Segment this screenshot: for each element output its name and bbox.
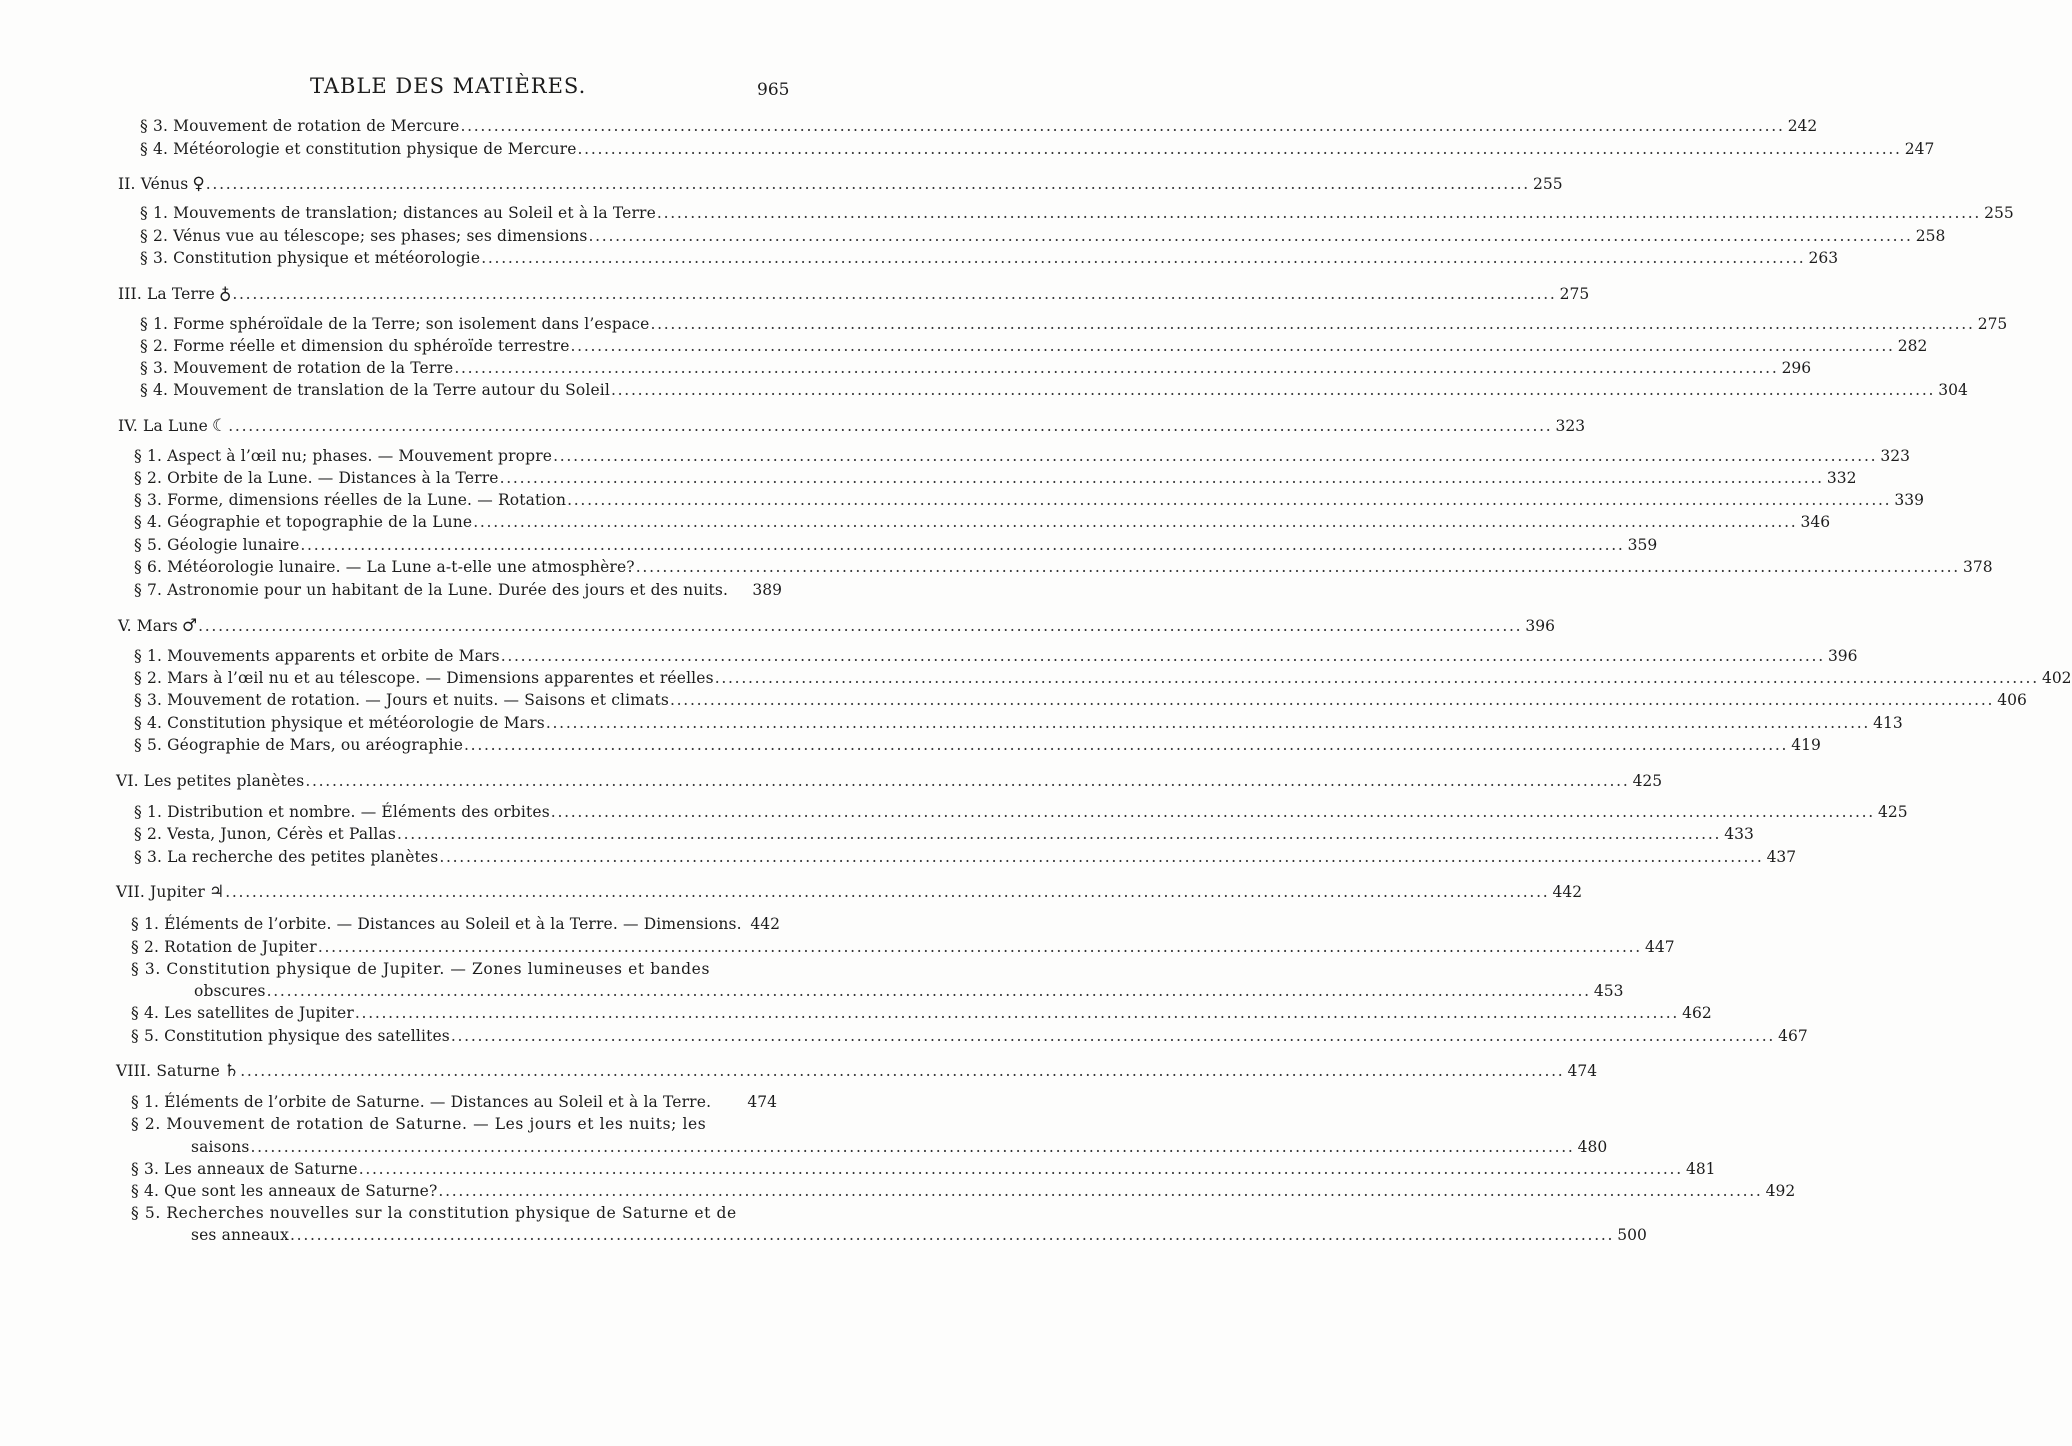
toc-section-entry [140,380,1968,400]
toc-section-entry [134,468,1857,488]
dot-leader [454,358,1775,378]
entry-page-number: 419 [1791,736,1821,754]
entry-title: § 3. La recherche des petites planètes [134,848,439,866]
dot-leader [355,1003,1676,1023]
dot-leader [611,380,1932,400]
toc-section-entry [134,824,1754,844]
entry-page-number: 433 [1724,825,1754,843]
dot-leader [571,336,1892,356]
dot-leader [267,981,1588,1001]
toc-section-entry [140,203,2014,223]
dot-leader [439,847,1760,867]
entry-title: § 2. Forme réelle et dimension du sphéroïde terrestre [140,337,570,355]
entry-page-number: 296 [1781,359,1812,377]
toc-section-entry [131,1203,775,1223]
entry-page-number: 453 [1593,982,1624,1000]
toc-section-entry [134,490,1924,510]
entry-page-number: 255 [1533,175,1563,193]
toc-chapter-entry [118,174,1563,194]
dot-leader [438,1181,1759,1201]
toc-chapter-entry [116,771,1663,791]
entry-title: II. Vénus [118,175,189,193]
entry-page-number: 275 [1559,285,1590,303]
entry-page-number: 474 [1567,1062,1598,1080]
dot-leader [460,116,1781,136]
toc-section-entry [134,512,1831,532]
entry-title: § 5. Recherches nouvelles sur la constitution physique de Saturne et de [131,1204,737,1222]
entry-page-number: 447 [1645,938,1675,956]
dot-leader [397,824,1718,844]
toc-section-entry [134,580,782,600]
entry-title: § 3. Forme, dimensions réelles de la Lune. — Rotation [134,491,567,509]
toc-section-entry [131,1181,1796,1201]
dot-leader [670,690,1991,710]
dot-leader [657,203,1978,223]
entry-title: saisons [191,1138,250,1156]
toc-chapter-entry [116,1061,1598,1081]
toc-section-entry [140,358,1812,378]
entry-title: III. La Terre [118,285,215,303]
dot-leader [578,139,1899,159]
dot-leader [359,1159,1680,1179]
toc-section-entry [191,1225,1647,1245]
entry-title: § 3. Constitution physique de Jupiter. — Zones lumineuses et bandes [131,960,711,978]
dot-leader [250,1137,1571,1157]
entry-title: § 1. Éléments de l’orbite de Saturne. — Distances au Soleil et à la Terre. [131,1093,712,1111]
entry-title: IV. La Lune [118,417,209,435]
dot-leader [240,1061,1561,1081]
page-number: 965 [757,80,790,100]
entry-title: § 5. Géographie de Mars, ou aréographie [134,736,464,754]
entry-title: § 3. Mouvement de rotation de Mercure [140,117,460,135]
entry-page-number: 467 [1778,1027,1808,1045]
toc-section-entry [134,847,1797,867]
entry-title: § 2. Orbite de la Lune. — Distances à la Terre [134,469,499,487]
entry-page-number: 389 [752,581,782,599]
entry-page-number: 413 [1873,714,1903,732]
entry-page-number: 258 [1915,227,1946,245]
entry-title: § 5. Géologie lunaire [134,536,300,554]
dot-leader [206,174,1527,194]
dot-leader [318,937,1639,957]
toc-section-entry [131,1026,1808,1046]
toc-section-entry [134,735,1821,755]
entry-page-number: 442 [1552,883,1583,901]
entry-title: § 2. Rotation de Jupiter [131,938,317,956]
dot-leader [551,802,1872,822]
dot-leader [588,226,1909,246]
entry-title: § 4. Que sont les anneaux de Saturne? [131,1182,438,1200]
entry-page-number: 481 [1685,1160,1716,1178]
dot-leader [501,646,1822,666]
entry-page-number: 396 [1827,647,1858,665]
entry-title: § 1. Mouvements apparents et orbite de Mars [134,647,500,665]
dot-leader [500,468,1821,488]
entry-title: § 2. Mars à l’œil nu et au télescope. — Dimensions apparentes et réelles [134,669,714,687]
entry-page-number: 359 [1627,536,1658,554]
entry-page-number: 247 [1904,140,1935,158]
dot-leader [546,713,1867,733]
planet-symbol-icon: ♁ [218,284,232,304]
entry-page-number: 474 [747,1093,777,1111]
toc-chapter-entry [116,882,1583,902]
entry-title: § 3. Constitution physique et météorologie [140,249,481,267]
entry-title: § 2. Mouvement de rotation de Saturne. — Les jours et les nuits; les [131,1115,707,1133]
entry-page-number: 396 [1525,617,1555,635]
dot-leader [300,535,1621,555]
entry-title: § 1. Distribution et nombre. — Éléments des orbites [134,803,550,821]
entry-title: VIII. Saturne [116,1062,221,1080]
entry-title: § 4. Géographie et topographie de la Lune [134,513,473,531]
entry-title: § 2. Vénus vue au télescope; ses phases; ses dimensions [140,227,588,245]
entry-title: § 4. Les satellites de Jupiter [131,1004,354,1022]
dot-leader [305,771,1626,791]
toc-section-entry [134,668,2072,688]
entry-title: V. Mars [118,617,178,635]
entry-page-number: 304 [1938,381,1968,399]
dot-leader [636,557,1957,577]
planet-symbol-icon: ♂ [181,616,198,636]
toc-section-entry [131,914,780,934]
entry-title: ses anneaux [191,1226,290,1244]
entry-page-number: 425 [1878,803,1908,821]
entry-title: § 1. Mouvements de translation; distances au Soleil et à la Terre [140,204,656,222]
dot-leader [553,446,1874,466]
toc-section-entry [134,557,1993,577]
entry-title: obscures [194,982,266,1000]
toc-chapter-entry [118,284,1590,304]
dot-leader [473,512,1794,532]
entry-page-number: 346 [1800,513,1831,531]
dot-leader [225,882,1546,902]
toc-section-entry [131,959,780,979]
dot-leader [650,314,1971,334]
toc-section-entry [140,226,1946,246]
dot-leader [198,616,1519,636]
entry-page-number: 378 [1963,558,1993,576]
dot-leader [290,1225,1611,1245]
entry-page-number: 255 [1984,204,2014,222]
toc-section-entry [140,336,1928,356]
entry-page-number: 500 [1617,1226,1647,1244]
entry-page-number: 402 [2041,669,2072,687]
dot-leader [481,248,1802,268]
entry-page-number: 406 [1997,691,2027,709]
dot-leader [228,416,1549,436]
dot-leader [567,490,1888,510]
entry-page-number: 332 [1826,469,1857,487]
entry-title: § 1. Aspect à l’œil nu; phases. — Mouvement propre [134,447,553,465]
toc-section-entry [134,446,1910,466]
entry-title: § 1. Éléments de l’orbite. — Distances au Soleil et à la Terre. — Dimensions. [131,915,742,933]
entry-title: § 5. Constitution physique des satellites [131,1027,450,1045]
toc-section-entry [134,646,1858,666]
toc-section-entry [134,690,2027,710]
planet-symbol-icon: ♀ [192,174,205,194]
planet-symbol-icon: ♄ [224,1061,240,1081]
entry-title: § 1. Forme sphéroïdale de la Terre; son isolement dans l’espace [140,315,650,333]
planet-symbol-icon: ♃ [208,882,225,902]
entry-title: § 3. Les anneaux de Saturne [131,1160,358,1178]
page-title: TABLE DES MATIÈRES. [310,74,587,98]
entry-page-number: 323 [1880,447,1910,465]
toc-section-entry [194,981,1624,1001]
dot-leader [451,1026,1772,1046]
entry-page-number: 282 [1897,337,1928,355]
entry-page-number: 339 [1894,491,1924,509]
entry-page-number: 437 [1766,848,1797,866]
entry-page-number: 263 [1808,249,1839,267]
dot-leader [715,668,2036,688]
entry-title: § 3. Mouvement de rotation. — Jours et nuits. — Saisons et climats [134,691,669,709]
entry-page-number: 323 [1555,417,1586,435]
entry-page-number: 242 [1787,117,1818,135]
entry-title: § 2. Vesta, Junon, Cérès et Pallas [134,825,396,843]
toc-section-entry [140,116,1818,136]
entry-title: § 4. Constitution physique et météorologie de Mars [134,714,545,732]
toc-section-entry [140,248,1839,268]
toc-section-entry [140,314,2008,334]
toc-section-entry [131,937,1675,957]
entry-title: § 4. Météorologie et constitution physique de Mercure [140,140,577,158]
entry-page-number: 492 [1765,1182,1796,1200]
toc-section-entry [131,1003,1712,1023]
toc-section-entry [131,1092,777,1112]
entry-title: VII. Jupiter [116,883,205,901]
entry-title: § 4. Mouvement de translation de la Terre autour du Soleil [140,381,610,399]
entry-page-number: 275 [1977,315,2008,333]
entry-page-number: 480 [1577,1138,1608,1156]
planet-symbol-icon: ☾ [212,416,228,436]
dot-leader [232,284,1553,304]
entry-page-number: 462 [1682,1004,1712,1022]
dot-leader [464,735,1785,755]
entry-page-number: 442 [750,915,780,933]
toc-section-entry [131,1159,1716,1179]
entry-title: § 3. Mouvement de rotation de la Terre [140,359,454,377]
entry-title: VI. Les petites planètes [116,772,305,790]
entry-title: § 7. Astronomie pour un habitant de la Lune. Durée des jours et des nuits. [134,581,729,599]
toc-section-entry [191,1137,1608,1157]
toc-section-entry [134,713,1903,733]
entry-title: § 6. Météorologie lunaire. — La Lune a-t-elle une atmosphère? [134,558,635,576]
toc-chapter-entry [118,616,1555,636]
toc-section-entry [131,1114,776,1134]
toc-section-entry [134,802,1908,822]
toc-section-entry [140,139,1935,159]
toc-section-entry [134,535,1658,555]
entry-page-number: 425 [1632,772,1663,790]
toc-chapter-entry [118,416,1586,436]
